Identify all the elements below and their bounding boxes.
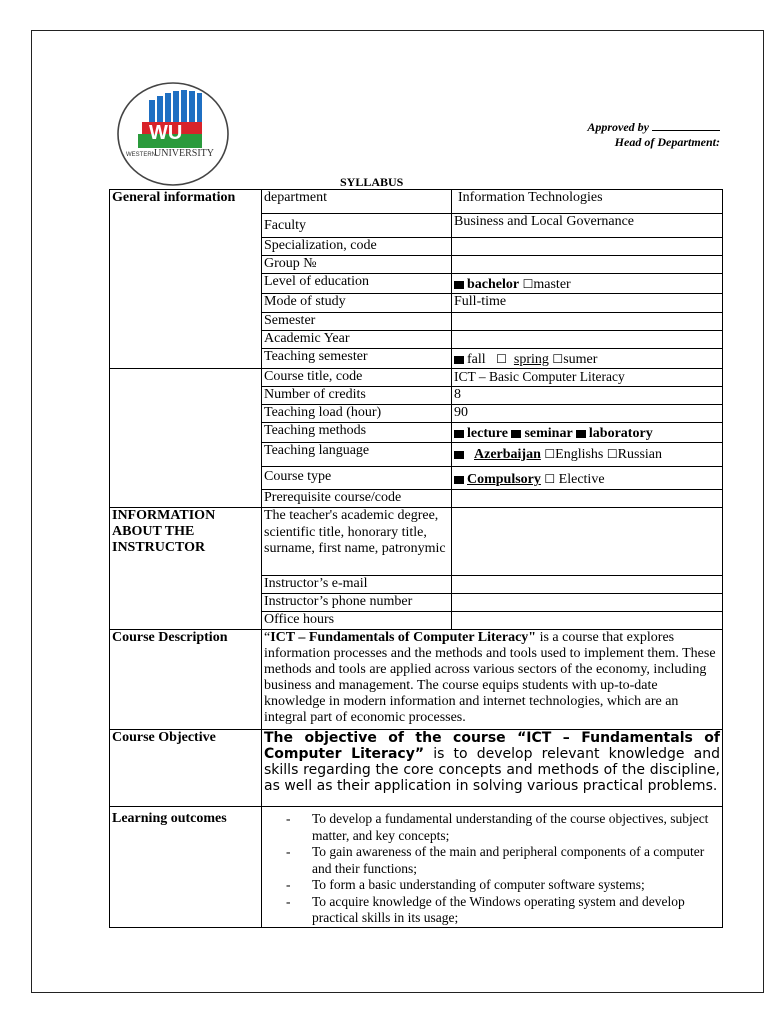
description-body: is a course that explores information processes and the methods and tools used to implement them. These methods and tools are applied across various sectors of the economy, including business and management. The course equips students with up-to-date knowledge in modern information and internet technologies, which are an integral part of economic processes.: [264, 630, 716, 725]
row-label: Course type: [262, 467, 452, 490]
section-general-information: General information: [110, 190, 262, 369]
course-objective-text: [262, 730, 723, 807]
option-spring: spring: [513, 352, 549, 367]
section-learning-outcomes: Learning outcomes: [110, 807, 262, 928]
list-item: - To form a basic understanding of computer software systems;: [286, 877, 720, 894]
option-laboratory: laboratory: [588, 426, 653, 441]
option-bachelor: bachelor: [467, 277, 520, 292]
unchecked-box-icon: ☐: [522, 277, 534, 291]
row-value: [452, 256, 723, 274]
checked-box-icon: [454, 356, 464, 364]
checked-box-icon: [576, 430, 586, 438]
teaching-semester-options: [452, 349, 723, 369]
row-label: The teacher's academic degree, scientific title, honorary title, surname, first name, patronymic: [262, 508, 452, 576]
option-englishs: Englishs: [555, 447, 604, 462]
description-open-quote: “: [264, 630, 271, 645]
course-type-options: [452, 467, 723, 490]
section-instructor-information: INFORMATION ABOUT THE INSTRUCTOR: [110, 508, 262, 630]
table-row: [110, 730, 723, 807]
row-value: [452, 313, 723, 331]
learning-outcomes-cell: [262, 807, 723, 928]
row-label: Course title, code: [262, 369, 452, 387]
unchecked-box-icon: ☐: [544, 472, 556, 486]
row-label: Teaching language: [262, 443, 452, 467]
row-value: [452, 612, 723, 630]
syllabus-table: [109, 189, 723, 928]
page-title: SYLLABUS: [340, 175, 404, 189]
row-label: Semester: [262, 313, 452, 331]
row-value: [452, 238, 723, 256]
row-label: Level of education: [262, 274, 452, 294]
option-master: master: [533, 277, 571, 292]
row-value: Full-time: [452, 294, 723, 313]
row-label: Prerequisite course/code: [262, 490, 452, 508]
checked-box-icon: [454, 476, 464, 484]
table-row: [110, 630, 723, 730]
row-label: Office hours: [262, 612, 452, 630]
teaching-methods-options: [452, 423, 723, 443]
objective-lead: The objective of the course “ICT – Fundamentals of Computer Literacy”: [264, 730, 720, 762]
row-label: Mode of study: [262, 294, 452, 313]
teaching-load-value: 90: [452, 405, 723, 423]
signature-line: [652, 119, 720, 131]
table-row: [110, 369, 723, 387]
section-course-objective: Course Objective: [110, 730, 262, 807]
option-seminar: seminar: [524, 426, 573, 441]
table-row: [110, 190, 723, 214]
university-logo: [116, 82, 231, 188]
row-label: Teaching semester: [262, 349, 452, 369]
row-value: Information Technologies: [452, 190, 723, 214]
unchecked-box-icon: ☐: [606, 447, 618, 461]
row-value: [452, 594, 723, 612]
row-label: Faculty: [262, 214, 452, 238]
option-sumer: sumer: [563, 352, 598, 367]
checked-box-icon: [511, 430, 521, 438]
option-elective: Elective: [558, 472, 605, 487]
checked-box-icon: [454, 430, 464, 438]
approved-by-label: Approved by: [587, 120, 649, 134]
section-course-description: Course Description: [110, 630, 262, 730]
table-row: [110, 807, 723, 928]
head-of-department-label: Head of Department:: [614, 135, 720, 149]
row-value: [452, 576, 723, 594]
unchecked-box-icon: ☐: [544, 447, 556, 461]
level-of-education-options: [452, 274, 723, 294]
course-description-text: [262, 630, 723, 730]
option-azerbaijan: Azerbaijan: [474, 447, 541, 462]
row-label: Instructor’s phone number: [262, 594, 452, 612]
option-compulsory: Compulsory: [467, 472, 541, 487]
row-value: Business and Local Governance: [452, 214, 723, 238]
row-label: Teaching load (hour): [262, 405, 452, 423]
row-value: [452, 490, 723, 508]
section-course-details: [110, 369, 262, 508]
row-label: Teaching methods: [262, 423, 452, 443]
checked-box-icon: [454, 281, 464, 289]
unchecked-box-icon: ☐: [552, 352, 564, 366]
row-value: [452, 331, 723, 349]
objective-body: is to develop relevant knowledge and skills regarding the core concepts and methods of the discipline, as well as their application in solving various practical problems.: [264, 746, 720, 794]
description-course-name: ICT – Fundamentals of Computer Literacy": [270, 630, 537, 645]
row-label: Academic Year: [262, 331, 452, 349]
row-label: Number of credits: [262, 387, 452, 405]
row-label: Instructor’s e-mail: [262, 576, 452, 594]
option-russian: Russian: [617, 447, 662, 462]
row-value: [452, 508, 723, 576]
logo-name-left: WESTERN: [126, 152, 156, 158]
learning-outcomes-list: [264, 811, 720, 927]
unchecked-box-icon: ☐: [496, 352, 507, 366]
row-label: department: [262, 190, 452, 214]
table-row: [110, 508, 723, 576]
row-label: Specialization, code: [262, 238, 452, 256]
teaching-language-options: [452, 443, 723, 467]
approval-block: [560, 119, 720, 150]
list-item: - To develop a fundamental understanding of the course objectives, subject matter, and key concepts;: [286, 811, 720, 844]
logo-letters: WU: [149, 122, 183, 144]
list-item: - To acquire knowledge of the Windows operating system and develop practical skills in its usage;: [286, 894, 720, 927]
credits-value: 8: [452, 387, 723, 405]
course-title-value: ICT – Basic Computer Literacy: [452, 369, 723, 387]
list-item: - To gain awareness of the main and peripheral components of a computer and their functions;: [286, 844, 720, 877]
logo-name-right: UNIVERSITY: [154, 148, 214, 159]
checked-box-icon: [454, 451, 464, 459]
option-fall: fall: [467, 352, 486, 367]
option-lecture: lecture: [467, 426, 508, 441]
row-label: Group №: [262, 256, 452, 274]
